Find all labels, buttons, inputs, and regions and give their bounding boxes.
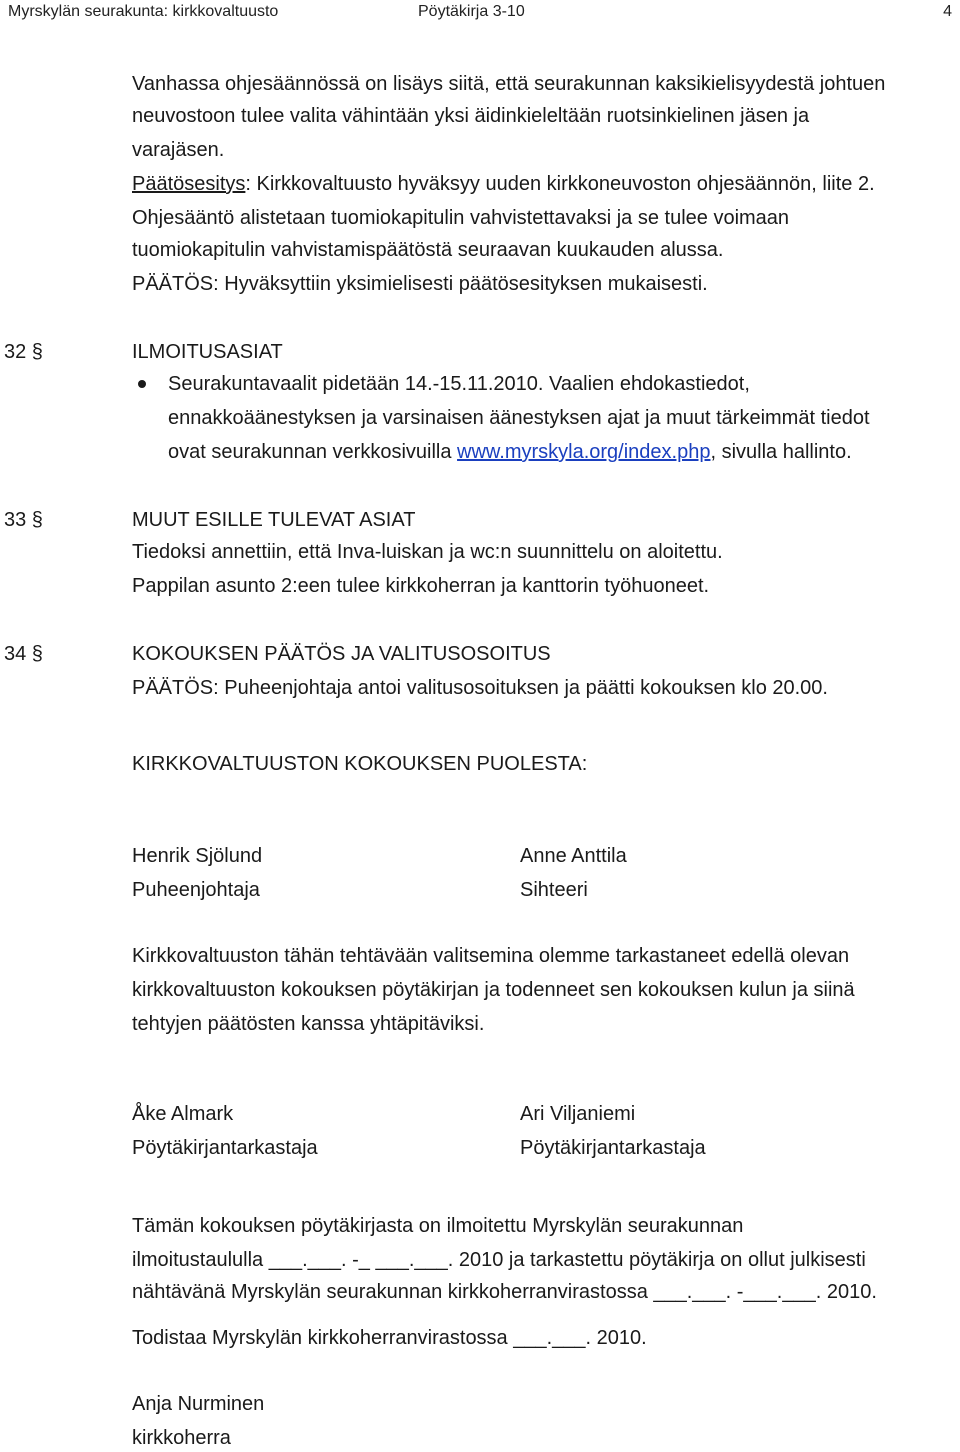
- section-32-line-1: Seurakuntavaalit pidetään 14.-15.11.2010. Vaalien ehdokastiedot,: [168, 373, 750, 395]
- header-title: Myrskylän seurakunta: kirkkovaltuusto: [8, 3, 279, 20]
- intro-line-3: varajäsen.: [132, 139, 225, 161]
- intro-line-1: Vanhassa ohjesäännössä on lisäys siitä, että seurakunnan kaksikielisyydestä johtuen: [132, 73, 886, 95]
- section-32-line-3-post: , sivulla hallinto.: [710, 441, 852, 463]
- verify-line-3: tehtyjen päätösten kanssa yhtäpitäviksi.: [132, 1013, 485, 1035]
- chair-name: Henrik Sjölund: [132, 845, 263, 867]
- website-link[interactable]: www.myrskyla.org/index.php: [457, 441, 711, 463]
- section-32-number: 32 §: [4, 341, 43, 363]
- proposal-label: Päätösesitys: [132, 173, 246, 195]
- secretary-name: Anne Anttila: [520, 845, 627, 867]
- section-32-title: ILMOITUSASIAT: [132, 341, 283, 363]
- section-33-line-2: Pappilan asunto 2:een tulee kirkkoherran ja kanttorin työhuoneet.: [132, 575, 710, 597]
- notice-line-1: Tämän kokouksen pöytäkirjasta on ilmoitettu Myrskylän seurakunnan: [132, 1215, 744, 1237]
- verify-line-1: Kirkkovaltuuston tähän tehtävään valitsemina olemme tarkastaneet edellä olevan: [132, 945, 850, 967]
- proposal-text: : Kirkkovaltuusto hyväksyy uuden kirkkoneuvoston ohjesäännön, liite 2.: [245, 173, 875, 195]
- inspector-2-role: Pöytäkirjantarkastaja: [520, 1137, 706, 1159]
- vicar-role: kirkkoherra: [132, 1427, 231, 1449]
- notice-line-4: Todistaa Myrskylän kirkkoherranvirastossa ___.___. 2010.: [132, 1327, 647, 1349]
- secretary-role: Sihteeri: [520, 879, 588, 901]
- decision-line: PÄÄTÖS: Hyväksyttiin yksimielisesti päätösesityksen mukaisesti.: [132, 273, 708, 295]
- inspector-1-role: Pöytäkirjantarkastaja: [132, 1137, 318, 1159]
- section-32-line-2: ennakkoäänestyksen ja varsinaisen äänestyksen ajat ja muut tärkeimmät tiedot: [168, 407, 870, 429]
- verify-line-2: kirkkovaltuuston kokouksen pöytäkirjan ja todenneet sen kokouksen kulun ja siinä: [132, 979, 855, 1001]
- inspector-2-name: Ari Viljaniemi: [520, 1103, 636, 1125]
- notice-line-2: ilmoitustaululla ___.___. -_ ___.___. 2010 ja tarkastettu pöytäkirja on ollut julkisesti: [132, 1249, 866, 1271]
- proposal-line: [132, 170, 875, 198]
- intro-line-5: Ohjesääntö alistetaan tuomiokapitulin vahvistettavaksi ja se tulee voimaan: [132, 207, 790, 229]
- section-33-number: 33 §: [4, 509, 43, 531]
- chair-role: Puheenjohtaja: [132, 879, 260, 901]
- section-33-title: MUUT ESILLE TULEVAT ASIAT: [132, 509, 416, 531]
- section-32-line-3-pre: ovat seurakunnan verkkosivuilla: [168, 441, 458, 463]
- section-34-title: KOKOUKSEN PÄÄTÖS JA VALITUSOSOITUS: [132, 643, 551, 665]
- section-34-line-1: PÄÄTÖS: Puheenjohtaja antoi valitusosoituksen ja päätti kokouksen klo 20.00.: [132, 677, 828, 699]
- header-document-name: Pöytäkirja 3-10: [418, 3, 525, 20]
- vicar-name: Anja Nurminen: [132, 1393, 265, 1415]
- section-32-line-3: [168, 438, 852, 466]
- notice-line-3: nähtävänä Myrskylän seurakunnan kirkkoherranvirastossa ___.___. -___.___. 2010.: [132, 1281, 877, 1303]
- section-34-number: 34 §: [4, 643, 43, 665]
- bullet-icon: [138, 380, 146, 388]
- inspector-1-name: Åke Almark: [132, 1103, 234, 1125]
- intro-line-2: neuvostoon tulee valita vähintään yksi äidinkieleltään ruotsinkielinen jäsen ja: [132, 105, 810, 127]
- section-33-line-1: Tiedoksi annettiin, että Inva-luiskan ja wc:n suunnittelu on aloitettu.: [132, 541, 723, 563]
- page-number: 4: [943, 3, 952, 20]
- on-behalf-heading: KIRKKOVALTUUSTON KOKOUKSEN PUOLESTA:: [132, 753, 588, 775]
- intro-line-6: tuomiokapitulin vahvistamispäätöstä seuraavan kuukauden alussa.: [132, 239, 724, 261]
